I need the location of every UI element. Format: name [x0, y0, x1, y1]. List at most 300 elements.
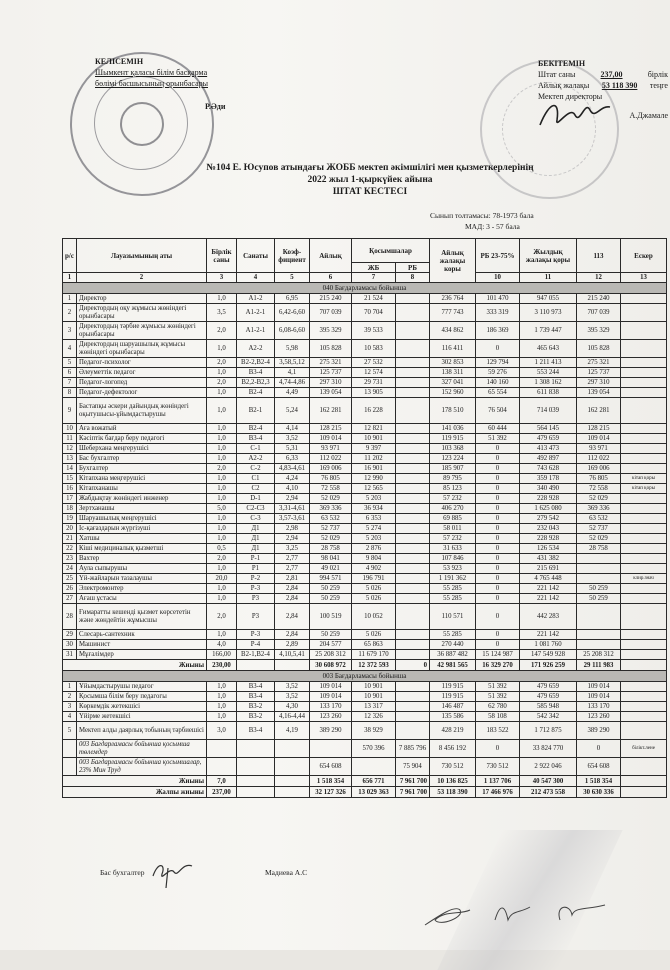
salary: 25 208 312: [310, 650, 352, 660]
col-header-rb: РБ: [396, 263, 430, 273]
col-header-name: Лауазымының аты: [77, 239, 207, 273]
units: 1,0: [207, 398, 237, 424]
allowance-jb: 36 934: [352, 504, 396, 514]
category: В2-1,В2-4: [237, 650, 275, 660]
rb-percent: 0: [476, 524, 520, 534]
total-jb: 13 029 363: [352, 787, 396, 798]
monthly-fund: 57 232: [430, 534, 476, 544]
allowance-jb: 5 203: [352, 494, 396, 504]
salary: 395 329: [310, 322, 352, 340]
salary: 50 259: [310, 584, 352, 594]
total-113: 30 630 336: [577, 787, 621, 798]
allowance-rb: [396, 514, 430, 524]
empty: [275, 660, 310, 671]
col-113: [577, 574, 621, 584]
salary: 98 041: [310, 554, 352, 564]
allowance-rb: [396, 534, 430, 544]
table-row: [63, 388, 667, 398]
table-row: [63, 640, 667, 650]
note: [621, 358, 667, 368]
annual-fund: 221 142: [520, 584, 577, 594]
salary: 109 014: [310, 434, 352, 444]
table-row: [63, 758, 667, 776]
row-number: 5: [63, 358, 77, 368]
allowance-jb: 65 863: [352, 640, 396, 650]
allowance-jb: 10 901: [352, 692, 396, 702]
table-row: [63, 434, 667, 444]
table-row: [63, 722, 667, 740]
row-number: 6: [63, 368, 77, 378]
rb-percent: 15 124 987: [476, 650, 520, 660]
annual-fund: 442 283: [520, 604, 577, 630]
col-113: 215 240: [577, 294, 621, 304]
table-row: [63, 574, 667, 584]
monthly-fund: 730 512: [430, 758, 476, 776]
units: 2,0: [207, 378, 237, 388]
allowance-jb: 29 731: [352, 378, 396, 388]
total-monthly: 10 136 825: [430, 776, 476, 787]
rb-percent: 0: [476, 444, 520, 454]
position-name: Ғимаратты кешенді қызмет көрсететін және жөндейтін жұмысшы: [77, 604, 207, 630]
allowance-rb: [396, 650, 430, 660]
monthly-fund: 236 764: [430, 294, 476, 304]
enrollment-info: [430, 210, 534, 232]
director-signature: [535, 95, 615, 135]
coefficient: 2,84: [275, 594, 310, 604]
total-row: [63, 776, 667, 787]
note: [621, 630, 667, 640]
table-row: [63, 322, 667, 340]
rb-percent: 101 470: [476, 294, 520, 304]
col-header-113: 113: [577, 239, 621, 273]
annual-fund: 585 948: [520, 702, 577, 712]
coefficient: 6,08-6,60: [275, 322, 310, 340]
section-title: 040 Бағдарламасы бойынша: [63, 283, 667, 294]
salary: 112 022: [310, 454, 352, 464]
salary: 139 054: [310, 388, 352, 398]
note: [621, 494, 667, 504]
monthly-fund: 116 411: [430, 340, 476, 358]
col-113: 50 259: [577, 584, 621, 594]
col-113: 169 006: [577, 464, 621, 474]
col-113: 28 758: [577, 544, 621, 554]
row-number: 30: [63, 640, 77, 650]
total-units: 237,00: [207, 787, 237, 798]
monthly-fund: 36 887 482: [430, 650, 476, 660]
annual-fund: 714 039: [520, 398, 577, 424]
category: Д1: [237, 524, 275, 534]
coefficient: 2,98: [275, 524, 310, 534]
row-number: 5: [63, 722, 77, 740]
allowance-rb: [396, 484, 430, 494]
category: В2-4: [237, 388, 275, 398]
rb-percent: 0: [476, 474, 520, 484]
rb-percent: 0: [476, 740, 520, 758]
annual-fund: 221 142: [520, 594, 577, 604]
rb-percent: 51 392: [476, 692, 520, 702]
monthly-fund: 406 270: [430, 504, 476, 514]
col-header-category: Санаты: [237, 239, 275, 273]
rb-percent: 0: [476, 630, 520, 640]
row-number: [63, 758, 77, 776]
rb-percent: 0: [476, 604, 520, 630]
monthly-fund: 152 960: [430, 388, 476, 398]
category: С-3: [237, 514, 275, 524]
col-number: 12: [577, 273, 621, 283]
allowance-jb: 13 905: [352, 388, 396, 398]
title-line-2: 2022 жыл 1-қыркүйек айына: [307, 175, 433, 185]
table-row: [63, 474, 667, 484]
row-number: 20: [63, 524, 77, 534]
row-number: 24: [63, 564, 77, 574]
table-row: [63, 398, 667, 424]
table-row: [63, 712, 667, 722]
allowance-rb: [396, 378, 430, 388]
agreement-signer: Р.Әди: [205, 102, 226, 111]
allowance-rb: [396, 294, 430, 304]
coefficient: [275, 758, 310, 776]
rb-percent: 129 794: [476, 358, 520, 368]
note: [621, 434, 667, 444]
coefficient: 4,24: [275, 474, 310, 484]
allowance-rb: [396, 554, 430, 564]
empty: [275, 776, 310, 787]
preschool-count: МАД: 3 - 57 бала: [465, 222, 520, 231]
position-name: Педагог-дефектолог: [77, 388, 207, 398]
salary: [310, 740, 352, 758]
table-row: [63, 378, 667, 388]
units: 1,0: [207, 454, 237, 464]
monthly-fund: 185 907: [430, 464, 476, 474]
category: А1-2-1: [237, 304, 275, 322]
position-name: Бухгалтер: [77, 464, 207, 474]
total-annual: 171 926 259: [520, 660, 577, 671]
monthly-fund: 119 915: [430, 682, 476, 692]
salary: 76 805: [310, 474, 352, 484]
monthly-fund: 428 219: [430, 722, 476, 740]
table-row: [63, 524, 667, 534]
col-113: 162 281: [577, 398, 621, 424]
table-row: [63, 464, 667, 474]
monthly-fund: 327 041: [430, 378, 476, 388]
category: В3-4: [237, 692, 275, 702]
agreement-title: КЕЛІСЕМІН: [95, 57, 144, 66]
row-number: 31: [63, 650, 77, 660]
allowance-jb: 39 533: [352, 322, 396, 340]
category: В3-4: [237, 434, 275, 444]
note: [621, 702, 667, 712]
coefficient: 3,58,5,12: [275, 358, 310, 368]
col-number: 5: [275, 273, 310, 283]
position-name: Директордың оқу жұмысы жөніндегі орынбасары: [77, 304, 207, 322]
coefficient: 3,57-3,61: [275, 514, 310, 524]
position-name: Қосымша білім беру педагогы: [77, 692, 207, 702]
category: С2: [237, 484, 275, 494]
position-name: Кәсіптік бағдар беру педагогі: [77, 434, 207, 444]
units: 1,0: [207, 340, 237, 358]
allowance-rb: 75 904: [396, 758, 430, 776]
salary-fund-label: Айлық жалақы: [538, 81, 590, 90]
annual-fund: 1 739 447: [520, 322, 577, 340]
position-name: Зертханашы: [77, 504, 207, 514]
rb-percent: 0: [476, 640, 520, 650]
coefficient: 6,42-6,60: [275, 304, 310, 322]
total-jb: 12 372 593: [352, 660, 396, 671]
allowance-rb: [396, 504, 430, 514]
empty: [237, 660, 275, 671]
total-rb: 7 961 700: [396, 787, 430, 798]
annual-fund: 221 142: [520, 630, 577, 640]
category: [237, 740, 275, 758]
category: Д1: [237, 534, 275, 544]
monthly-fund: 1 191 362: [430, 574, 476, 584]
total-monthly: 42 981 565: [430, 660, 476, 671]
total-rbp: 16 329 270: [476, 660, 520, 671]
monthly-fund: 146 487: [430, 702, 476, 712]
annual-fund: 1 308 162: [520, 378, 577, 388]
agreement-line-1: Шымкент қаласы білім басқарма: [95, 68, 208, 77]
row-number: 21: [63, 534, 77, 544]
category: Р-3: [237, 630, 275, 640]
allowance-rb: [396, 594, 430, 604]
allowance-rb: [396, 398, 430, 424]
monthly-fund: 123 224: [430, 454, 476, 464]
rb-percent: 730 512: [476, 758, 520, 776]
col-113: 707 039: [577, 304, 621, 322]
allowance-jb: 9 397: [352, 444, 396, 454]
category: В2-1: [237, 398, 275, 424]
col-113: 112 022: [577, 454, 621, 464]
coefficient: 5,31: [275, 444, 310, 454]
table-row: [63, 358, 667, 368]
total-row: [63, 787, 667, 798]
coefficient: 2,84: [275, 630, 310, 640]
table-row: [63, 504, 667, 514]
empty: [621, 660, 667, 671]
empty: [275, 787, 310, 798]
category: Р3: [237, 604, 275, 630]
allowance-jb: 12 990: [352, 474, 396, 484]
col-113: 109 014: [577, 682, 621, 692]
director-label: Мектеп директоры: [538, 92, 603, 101]
row-number: 4: [63, 340, 77, 358]
salary: 204 577: [310, 640, 352, 650]
row-number: 25: [63, 574, 77, 584]
note: [621, 322, 667, 340]
allowance-rb: [396, 564, 430, 574]
annual-fund: 413 473: [520, 444, 577, 454]
empty: [237, 787, 275, 798]
total-monthly: 53 118 390: [430, 787, 476, 798]
units: 1,0: [207, 444, 237, 454]
category: Р1: [237, 564, 275, 574]
salary: 707 039: [310, 304, 352, 322]
table-row: [63, 692, 667, 702]
total-row: [63, 660, 667, 671]
col-header-salary: Айлық: [310, 239, 352, 273]
units: 1,0: [207, 702, 237, 712]
monthly-fund: 777 743: [430, 304, 476, 322]
allowance-jb: 11 202: [352, 454, 396, 464]
position-name: Мектеп алды даярлық тобының тәрбиешісі: [77, 722, 207, 740]
note: [621, 544, 667, 554]
units: 1,0: [207, 524, 237, 534]
salary-fund-value: 53 118 390: [601, 81, 638, 90]
table-row: [63, 340, 667, 358]
units: 20,0: [207, 574, 237, 584]
col-header-annual-fund: Жылдық жалақы қоры: [520, 239, 577, 273]
col-113: 109 014: [577, 434, 621, 444]
note: [621, 504, 667, 514]
position-name: Жабдықтау жөніндегі инженер: [77, 494, 207, 504]
rb-percent: 51 392: [476, 434, 520, 444]
table-row: [63, 494, 667, 504]
allowance-jb: 4 902: [352, 564, 396, 574]
coefficient: 5,98: [275, 340, 310, 358]
allowance-jb: 570 396: [352, 740, 396, 758]
category: В2,2-В2,3: [237, 378, 275, 388]
coefficient: 3,25: [275, 544, 310, 554]
allowance-rb: [396, 474, 430, 484]
coefficient: 2,84: [275, 584, 310, 594]
total-rbp: 17 466 976: [476, 787, 520, 798]
note: [621, 650, 667, 660]
note: білікт.лене: [621, 740, 667, 758]
allowance-rb: 7 885 796: [396, 740, 430, 758]
allowance-jb: 5 026: [352, 584, 396, 594]
category: А2-2: [237, 454, 275, 464]
table-row: [63, 454, 667, 464]
row-number: 14: [63, 464, 77, 474]
salary: 123 260: [310, 712, 352, 722]
note: [621, 424, 667, 434]
annual-fund: 279 542: [520, 514, 577, 524]
allowance-jb: 11 679 170: [352, 650, 396, 660]
row-number: 28: [63, 604, 77, 630]
rb-percent: 60 444: [476, 424, 520, 434]
monthly-fund: 141 036: [430, 424, 476, 434]
units: 1,0: [207, 484, 237, 494]
col-113: 133 170: [577, 702, 621, 712]
note: [621, 554, 667, 564]
allowance-rb: [396, 640, 430, 650]
category: Р-3: [237, 584, 275, 594]
salary-fund-unit: теңге: [649, 81, 668, 90]
salary: 50 259: [310, 630, 352, 640]
coefficient: 4,16-4,44: [275, 712, 310, 722]
monthly-fund: 270 440: [430, 640, 476, 650]
col-113: 52 737: [577, 524, 621, 534]
monthly-fund: 53 923: [430, 564, 476, 574]
monthly-fund: 31 633: [430, 544, 476, 554]
row-number: 29: [63, 630, 77, 640]
coefficient: 4,14: [275, 424, 310, 434]
col-113: [577, 604, 621, 630]
col-113: 654 608: [577, 758, 621, 776]
units: 1,0: [207, 368, 237, 378]
allowance-jb: 2 876: [352, 544, 396, 554]
position-name: Аға вожатый: [77, 424, 207, 434]
annual-fund: 564 145: [520, 424, 577, 434]
class-count: Сынып толтамасы: 78-1973 бала: [430, 211, 534, 220]
allowance-rb: [396, 630, 430, 640]
row-number: 18: [63, 504, 77, 514]
empty: [621, 776, 667, 787]
position-name: Кітапханашы: [77, 484, 207, 494]
units: 5,0: [207, 504, 237, 514]
row-number: 27: [63, 594, 77, 604]
position-name: Директордың шаруашылық жұмысы жөніндегі орынбасары: [77, 340, 207, 358]
annual-fund: 232 043: [520, 524, 577, 534]
col-113: 76 805: [577, 474, 621, 484]
table-row: [63, 294, 667, 304]
coefficient: 3,52: [275, 434, 310, 444]
table-row: [63, 630, 667, 640]
annual-fund: 359 178: [520, 474, 577, 484]
table-row: [63, 604, 667, 630]
col-number: 1: [63, 273, 77, 283]
salary: 50 259: [310, 594, 352, 604]
row-number: 17: [63, 494, 77, 504]
annual-fund: 947 055: [520, 294, 577, 304]
col-113: 0: [577, 740, 621, 758]
row-number: 3: [63, 702, 77, 712]
monthly-fund: 119 915: [430, 692, 476, 702]
allowance-rb: [396, 368, 430, 378]
col-113: 25 208 312: [577, 650, 621, 660]
annual-fund: 2 922 046: [520, 758, 577, 776]
agreement-block: [95, 56, 225, 112]
monthly-fund: 55 285: [430, 584, 476, 594]
table-row: [63, 740, 667, 758]
col-113: [577, 554, 621, 564]
section-header-row: [63, 671, 667, 682]
total-jb: 656 771: [352, 776, 396, 787]
rb-percent: 0: [476, 340, 520, 358]
rb-percent: 0: [476, 494, 520, 504]
salary: 109 014: [310, 692, 352, 702]
note: [621, 692, 667, 702]
allowance-jb: 16 901: [352, 464, 396, 474]
allowance-jb: 196 791: [352, 574, 396, 584]
note: [621, 604, 667, 630]
allowance-rb: [396, 358, 430, 368]
category: А1-2: [237, 294, 275, 304]
position-name: Кіші медициналық қызметші: [77, 544, 207, 554]
col-113: 395 329: [577, 322, 621, 340]
note: [621, 388, 667, 398]
allowance-jb: 5 203: [352, 534, 396, 544]
monthly-fund: 119 915: [430, 434, 476, 444]
units: 1,0: [207, 434, 237, 444]
col-number: 13: [621, 273, 667, 283]
note: [621, 722, 667, 740]
row-number: 12: [63, 444, 77, 454]
allowance-jb: 38 929: [352, 722, 396, 740]
units: 2,0: [207, 604, 237, 630]
table-row: [63, 584, 667, 594]
row-number: 16: [63, 484, 77, 494]
coefficient: 6,33: [275, 454, 310, 464]
position-name: Педагог-психолог: [77, 358, 207, 368]
allowance-jb: 12 326: [352, 712, 396, 722]
position-name: Ағаш ұстасы: [77, 594, 207, 604]
confirmation-title: БЕКІТЕМІН: [538, 59, 586, 68]
allowance-rb: [396, 574, 430, 584]
note: кітап қоры: [621, 474, 667, 484]
coefficient: 2,89: [275, 640, 310, 650]
position-name: Шеберхана меңгерушісі: [77, 444, 207, 454]
